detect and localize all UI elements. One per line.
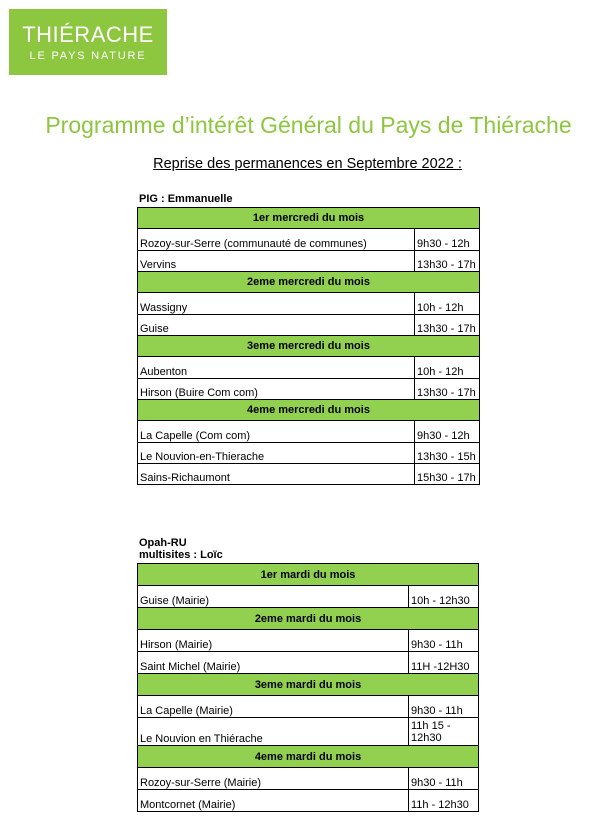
pig-schedule-table (137, 207, 480, 485)
table-header-row (138, 746, 479, 768)
place-cell: Le Nouvion en Thiérache (138, 718, 409, 746)
table-row (138, 293, 480, 315)
table-row (138, 315, 480, 336)
place-cell: La Capelle (Mairie) (138, 696, 409, 718)
place-cell: Hirson (Buire Com com) (138, 379, 415, 400)
time-cell: 9h30 - 11h (409, 630, 479, 652)
time-cell: 13h30 - 15h (415, 443, 480, 464)
time-cell: 13h30 - 17h (415, 379, 480, 400)
place-cell: Sains-Richaumont (138, 464, 415, 485)
week-header: 3eme mercredi du mois (138, 336, 480, 357)
place-cell: Rozoy-sur-Serre (Mairie) (138, 768, 409, 790)
time-cell: 9h30 - 11h (409, 696, 479, 718)
time-cell: 15h30 - 17h (415, 464, 480, 485)
table-row (138, 790, 479, 812)
time-cell: 10h - 12h (415, 357, 480, 379)
table-header-row (138, 564, 479, 586)
week-header: 1er mercredi du mois (138, 208, 480, 229)
table-header-row (138, 336, 480, 357)
table-row (138, 768, 479, 790)
place-cell: Guise (138, 315, 415, 336)
week-header: 2eme mardi du mois (138, 608, 479, 630)
logo-main-text: THIÉRACHE (22, 22, 154, 47)
place-cell: Guise (Mairie) (138, 586, 409, 608)
time-cell: 9h30 - 12h (415, 229, 480, 251)
opah-schedule-table (137, 563, 479, 812)
place-cell: Rozoy-sur-Serre (communauté de communes) (138, 229, 415, 251)
table-row (138, 630, 479, 652)
page-subtitle: Reprise des permanences en Septembre 2022 : (153, 156, 462, 172)
place-cell: Hirson (Mairie) (138, 630, 409, 652)
time-cell: 10h - 12h (415, 293, 480, 315)
time-cell: 13h30 - 17h (415, 251, 480, 272)
time-cell: 11h - 12h30 (409, 790, 479, 812)
page-title: Programme d’intérêt Général du Pays de Thiérache (45, 112, 572, 138)
opah-section-label-line1: Opah-RU (139, 537, 187, 549)
place-cell: Le Nouvion-en-Thierache (138, 443, 415, 464)
table-row (138, 586, 479, 608)
table-header-row (138, 272, 480, 293)
place-cell: Saint Michel (Mairie) (138, 652, 409, 674)
pig-section-label: PIG : Emmanuelle (139, 193, 233, 205)
logo-sub-text: LE PAYS NATURE (29, 50, 147, 62)
table-row (138, 652, 479, 674)
time-cell: 11h 15 - 12h30 (409, 718, 479, 746)
opah-section-label-line2: multisites : Loïc (139, 549, 223, 561)
place-cell: Aubenton (138, 357, 415, 379)
time-cell: 9h30 - 11h (409, 768, 479, 790)
week-header: 4eme mardi du mois (138, 746, 479, 768)
table-row (138, 357, 480, 379)
thierache-logo (9, 9, 167, 75)
table-row (138, 379, 480, 400)
week-header: 3eme mardi du mois (138, 674, 479, 696)
table-header-row (138, 608, 479, 630)
week-header: 2eme mercredi du mois (138, 272, 480, 293)
place-cell: Montcornet (Mairie) (138, 790, 409, 812)
place-cell: Vervins (138, 251, 415, 272)
table-row (138, 696, 479, 718)
table-header-row (138, 208, 480, 229)
table-header-row (138, 674, 479, 696)
week-header: 1er mardi du mois (138, 564, 479, 586)
week-header: 4eme mercredi du mois (138, 400, 480, 421)
table-row (138, 421, 480, 443)
table-row (138, 443, 480, 464)
table-row (138, 251, 480, 272)
time-cell: 11H -12H30 (409, 652, 479, 674)
time-cell: 13h30 - 17h (415, 315, 480, 336)
table-row (138, 718, 479, 746)
place-cell: Wassigny (138, 293, 415, 315)
time-cell: 10h - 12h30 (409, 586, 479, 608)
place-cell: La Capelle (Com com) (138, 421, 415, 443)
table-row (138, 229, 480, 251)
table-header-row (138, 400, 480, 421)
time-cell: 9h30 - 12h (415, 421, 480, 443)
table-row (138, 464, 480, 485)
